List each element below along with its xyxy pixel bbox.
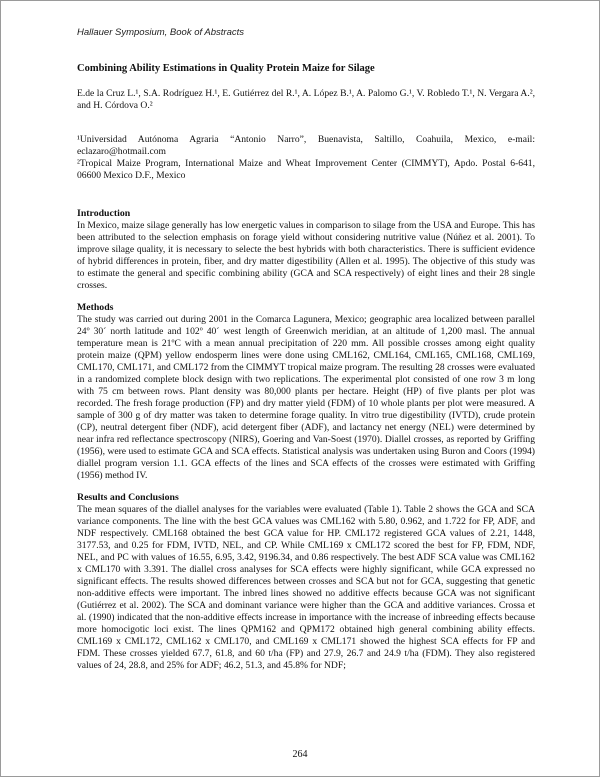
affiliation-2: ²Tropical Maize Program, International Maize and Wheat Improvement Center (CIMMYT), Apdo. Postal 6-641, 06600 Mexico D.F., Mexico [77,158,535,181]
affiliation-1: ¹Universidad Autónoma Agraria “Antonio Narro”, Buenavista, Saltillo, Coahuila, Mexico, e-mail: eclazaro@hotmail.com [77,134,535,157]
section-heading: Introduction [77,208,131,219]
section-body: In Mexico, maize silage generally has low energetic values in comparison to silage from the USA and Europe. This has been attributed to the selection emphasis on forage yield without considering nutritive value (Núñez et al. 2001). To improve silage quality, it is necessary to selecte the best hybrids with both characteristics. There is sufficient evidence of hybrid differences in protein, fiber, and dry matter digestibility (Allen et al. 1995). The objective of this study was to estimate the general and specific combining ability (GCA and SCA respectively) of eight lines and their 28 single crosses. [77,220,535,291]
section-methods [77,302,535,482]
abstract-content [77,63,535,682]
section-results [77,492,535,672]
section-heading: Results and Conclusions [77,492,179,503]
section-introduction [77,208,535,292]
section-body: The study was carried out during 2001 in the Comarca Lagunera, Mexico; geographic area localized between parallel 24º 30´ north latitude and 102º 40´ west length of Greenwich meridian, at an altitude of 1,200 masl. The annual temperature mean is 21ºC with a mean annual precipitation of 220 mm. All possible crosses among eight quality protein maize (QPM) yellow endosperm lines were done using CML162, CML164, CML165, CML168, CML169, CML170, CML171, and CML172 from the CIMMYT tropical maize program. The resulting 28 crosses were evaluated in a randomized complete block design with two replications. The experimental plot consisted of one row 3 m long with 75 cm between rows. Plant density was 80,000 plants per hectare. Height (HP) of five plants per plot was recorded. The fresh forage production (FP) and dry matter yield (FDM) of 10 whole plants per plot were measured. A sample of 300 g of dry matter was taken to determine forage quality. In vitro true digestibility (IVTD), crude protein (CP), neutral detergent fiber (NDF), acid detergent fiber (ADF), and lactancy net energy (NEL) were determined by near infra red reflectance spectroscopy (NIRS), Goering and Van-Soest (1970). Diallel crosses, as reported by Griffing (1956), were used to estimate GCA and SCA effects. Statistical analysis was undertaken using Buron and Coors (1994) diallel program version 1.1. GCA effects of the lines and SCA effects of the crosses were estimated with Griffing (1956) method IV. [77,314,535,481]
author-list: E.de la Cruz L.¹, S.A. Rodríguez H.¹, E. Gutiérrez del R.¹, A. López B.¹, A. Palomo G.¹, V. Robledo T.¹, N. Vergara A.², and H. Córdova O.² [77,88,535,111]
paper-title: Combining Ability Estimations in Quality Protein Maize for Silage [77,63,375,74]
section-body: The mean squares of the diallel analyses for the variables were evaluated (Table 1). Table 2 shows the GCA and SCA variance components. The line with the best GCA values was CML162 with 5.80, 0.962, and 1.722 for FP, ADF, and NDF respectively. CML168 obtained the best GCA value for HP. CML172 registered GCA values of 2.21, 1448, 3177.53, and 0.25 for FDM, IVTD, NEL, and CP. While CML169 x CML172 scored the best for FP, FDM, NDF, NEL, and PC with values of 16.55, 6.95, 3.42, 9196.34, and 0.86 respectively. The best ADF SCA value was CML162 x CML170 with 3.391. The diallel cross analyses for SCA effects were highly significant, while GCA expressed no significant effects. The results showed differences between crosses and SCA but not for GCA, suggesting that genetic non-additive effects were important. The inbred lines showed no additive effects because GCA was not significant (Gutiérrez et al. 2002). The SCA and dominant variance were higher than the GCA and additive variances. Crossa et al. (1990) indicated that the non-additive effects increase in importance with the increase of inbreeding effects because more homocigotic loci exist. The lines QPM162 and QPM172 obtained high general combining ability effects. CML169 x CML172, CML162 x CML170, and CML169 x CML171 showed the highest SCA effects for FP and FDM. These crosses yielded 67.7, 61.8, and 60 t/ha (FP) and 27.9, 26.7 and 24.9 t/ha (FDM). They also registered values of 24, 28.8, and 25% for ADF; 46.2, 51.3, and 45.8% for NDF; [77,504,535,671]
page-number: 264 [292,749,308,760]
running-header: Hallauer Symposium, Book of Abstracts [77,27,245,38]
section-heading: Methods [77,302,114,313]
affiliations [77,134,535,182]
